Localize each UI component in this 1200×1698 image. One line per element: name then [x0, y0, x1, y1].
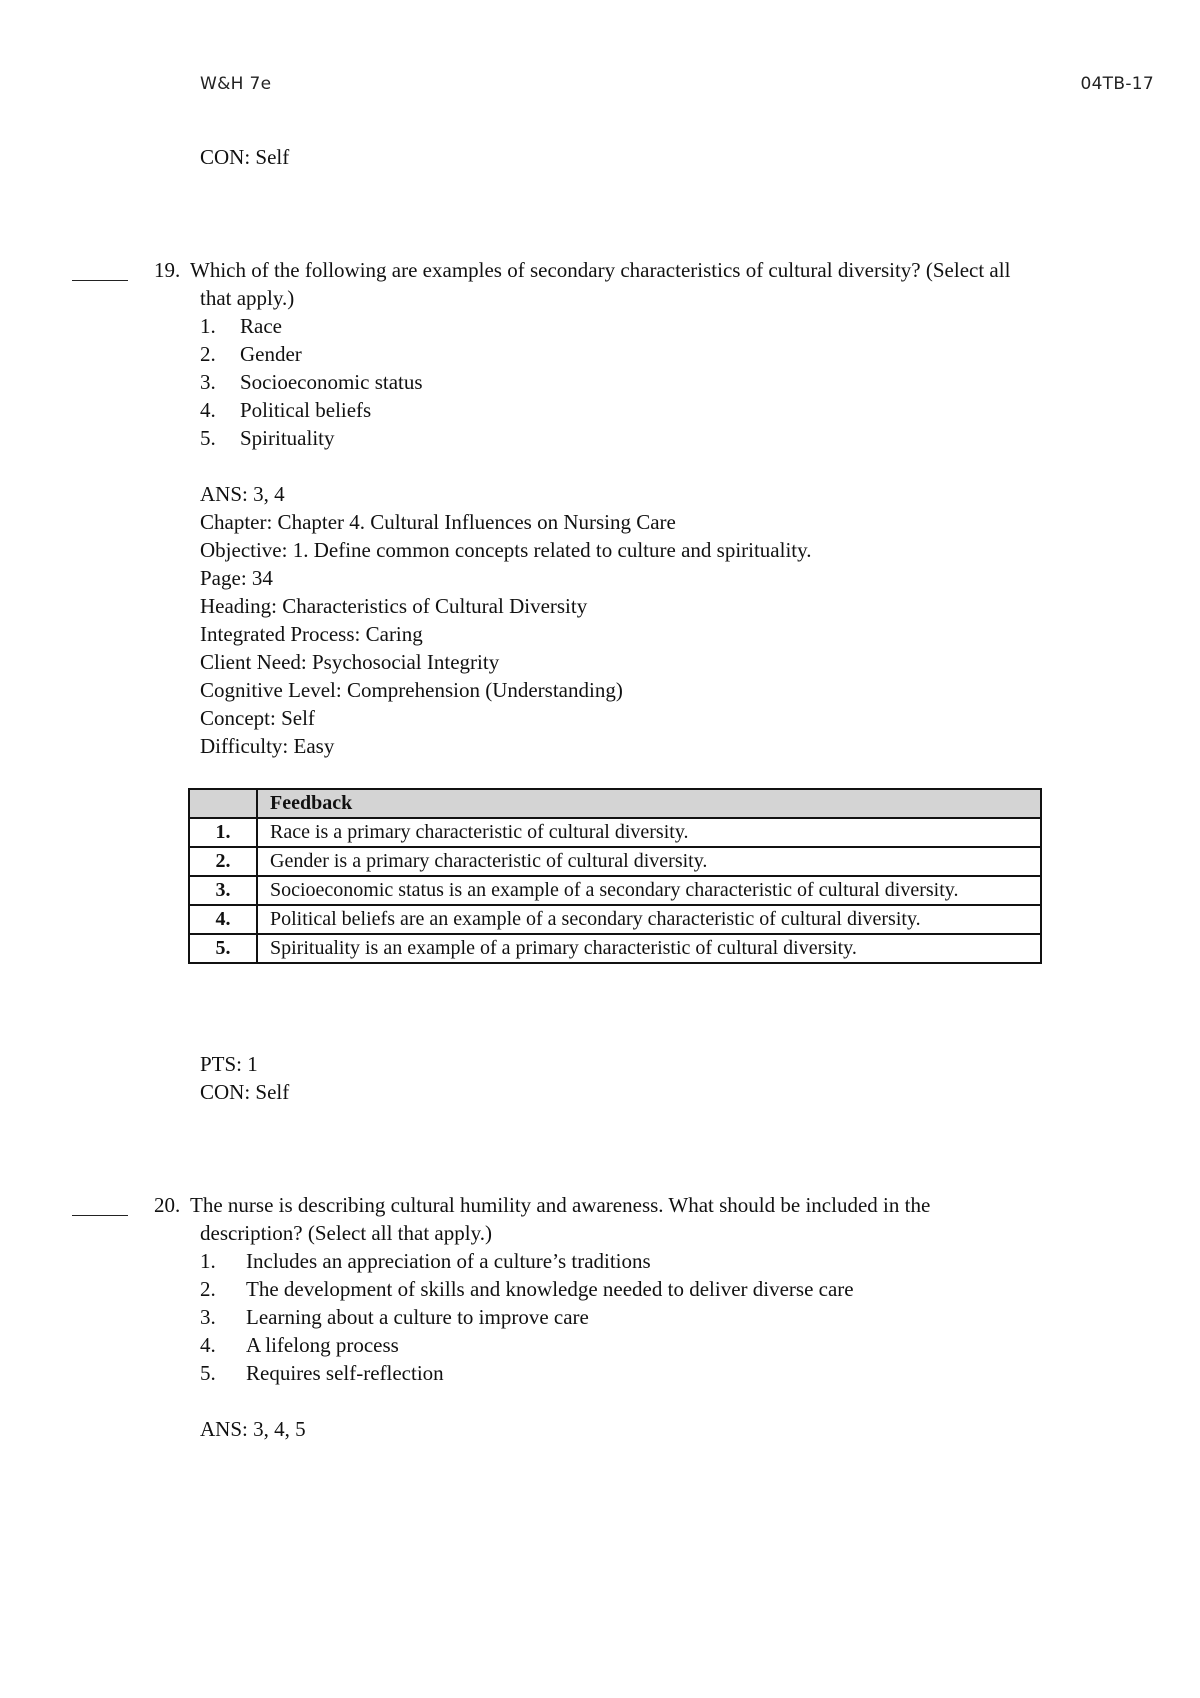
q19-concept-footer: CON: Self [200, 1080, 290, 1104]
answer-blank-q19[interactable] [72, 280, 128, 281]
question-number-20: 20. [154, 1193, 181, 1217]
q19-concept: Concept: Self [200, 706, 315, 730]
option-number: 2. [200, 342, 216, 366]
q20-option-1 [200, 1247, 651, 1275]
q20-option-2 [200, 1275, 854, 1303]
feedback-row [189, 934, 1041, 963]
feedback-number: 2. [189, 847, 257, 876]
feedback-row [189, 847, 1041, 876]
option-number: 3. [200, 370, 216, 394]
q19-option-2 [200, 340, 302, 368]
page-header-left: W&H 7e [200, 74, 272, 94]
q19-answer: ANS: 3, 4 [200, 482, 285, 506]
question-19-text-line1: Which of the following are examples of secondary characteristics of cultural diversity? (Select all [190, 258, 1011, 282]
option-text: A lifelong process [246, 1333, 399, 1357]
q19-cognitive-level: Cognitive Level: Comprehension (Understanding) [200, 678, 623, 702]
feedback-row [189, 905, 1041, 934]
q19-integrated-process: Integrated Process: Caring [200, 622, 423, 646]
option-number: 5. [200, 1361, 216, 1385]
feedback-table-corner [189, 789, 257, 818]
option-text: Socioeconomic status [240, 370, 423, 394]
q19-heading: Heading: Characteristics of Cultural Diversity [200, 594, 588, 618]
option-text: Spirituality [240, 426, 335, 450]
option-text: Race [240, 314, 282, 338]
option-number: 2. [200, 1277, 216, 1301]
feedback-text: Gender is a primary characteristic of cultural diversity. [257, 847, 1041, 876]
q19-client-need: Client Need: Psychosocial Integrity [200, 650, 500, 674]
q19-points: PTS: 1 [200, 1052, 258, 1076]
feedback-row [189, 818, 1041, 847]
option-number: 4. [200, 398, 216, 422]
q20-option-4 [200, 1331, 399, 1359]
page-header-right: 04TB-17 [1080, 74, 1154, 94]
option-text: Gender [240, 342, 302, 366]
feedback-text: Political beliefs are an example of a secondary characteristic of cultural diversity. [257, 905, 1041, 934]
q19-option-1 [200, 312, 282, 340]
question-20-text-line2: description? (Select all that apply.) [200, 1221, 492, 1245]
q19-difficulty: Difficulty: Easy [200, 734, 335, 758]
option-text: Includes an appreciation of a culture’s traditions [246, 1249, 651, 1273]
q19-page: Page: 34 [200, 566, 273, 590]
option-number: 1. [200, 314, 216, 338]
q19-option-4 [200, 396, 371, 424]
option-text: Learning about a culture to improve care [246, 1305, 589, 1329]
feedback-text: Race is a primary characteristic of cultural diversity. [257, 818, 1041, 847]
question-20-text-line1: The nurse is describing cultural humility and awareness. What should be included in the [190, 1193, 931, 1217]
option-number: 1. [200, 1249, 216, 1273]
feedback-table-header-row [189, 789, 1041, 818]
question-19-text-line2: that apply.) [200, 286, 295, 310]
feedback-text: Spirituality is an example of a primary characteristic of cultural diversity. [257, 934, 1041, 963]
option-text: Political beliefs [240, 398, 372, 422]
q19-chapter: Chapter: Chapter 4. Cultural Influences on Nursing Care [200, 510, 676, 534]
option-number: 3. [200, 1305, 216, 1329]
option-text: Requires self-reflection [246, 1361, 444, 1385]
feedback-number: 4. [189, 905, 257, 934]
q20-answer: ANS: 3, 4, 5 [200, 1417, 306, 1441]
feedback-header: Feedback [257, 789, 1041, 818]
question-number-19: 19. [154, 258, 181, 282]
feedback-text: Socioeconomic status is an example of a secondary characteristic of cultural diversity. [257, 876, 1041, 905]
feedback-table [188, 788, 1042, 964]
q19-option-3 [200, 368, 423, 396]
previous-question-concept: CON: Self [200, 145, 290, 169]
q19-objective: Objective: 1. Define common concepts related to culture and spirituality. [200, 538, 812, 562]
feedback-row [189, 876, 1041, 905]
q20-option-5 [200, 1359, 444, 1387]
q19-option-5 [200, 424, 335, 452]
feedback-number: 3. [189, 876, 257, 905]
q20-option-3 [200, 1303, 589, 1331]
option-number: 5. [200, 426, 216, 450]
option-text: The development of skills and knowledge needed to deliver diverse care [246, 1277, 854, 1301]
feedback-number: 5. [189, 934, 257, 963]
option-number: 4. [200, 1333, 216, 1357]
answer-blank-q20[interactable] [72, 1215, 128, 1216]
feedback-number: 1. [189, 818, 257, 847]
